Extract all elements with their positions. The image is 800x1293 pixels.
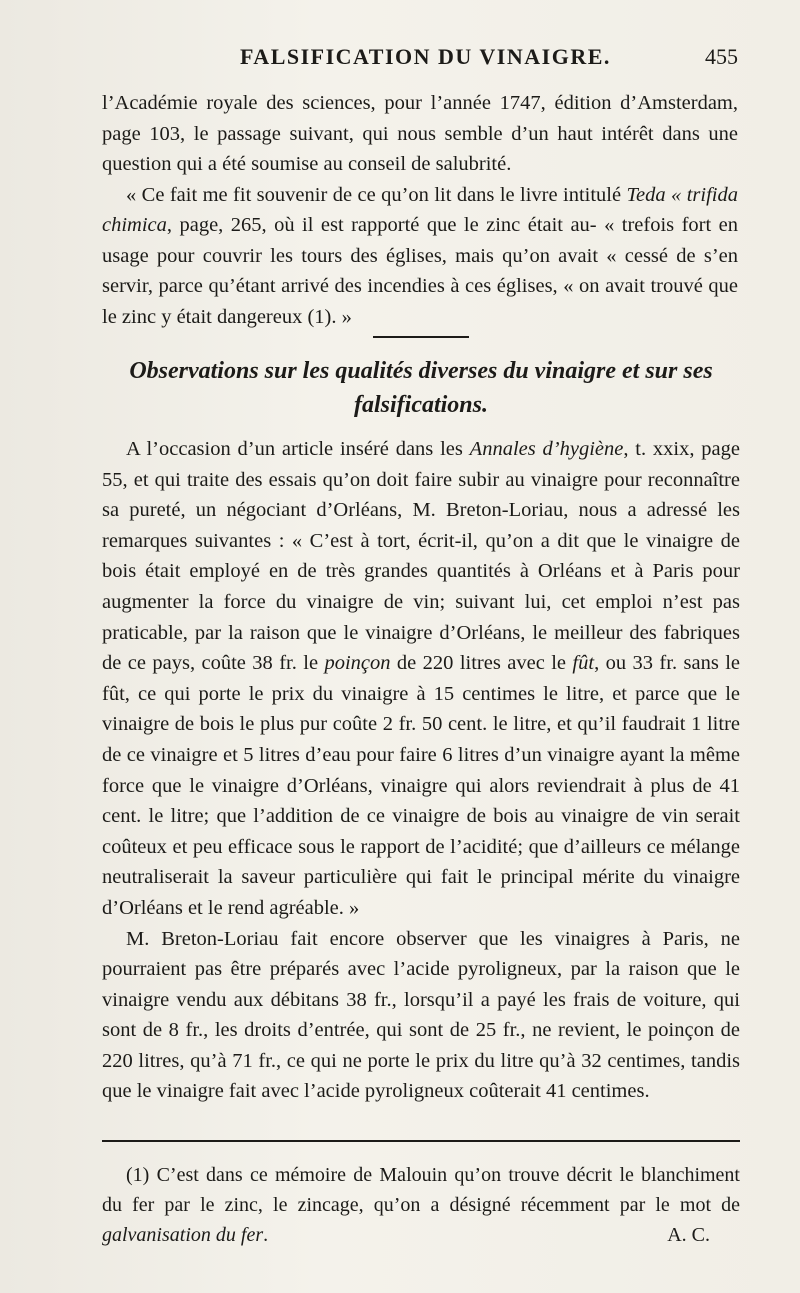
intro-paragraph: l’Académie royale des sciences, pour l’année 1747, édition d’Amsterdam, page 103, le passage suivant, qui nous semble d’un haut intérêt dans une question qui a été soumise au conseil de salubrité. — [102, 92, 738, 175]
footnote-end: . — [263, 1224, 269, 1246]
p1-part-b: , t. xxix, page 55, et qui traite des essais qu’on doit faire subir au vinaigre pour reconnaître sa pureté, un négociant d’Orléans, M. Breton-Loriau, nous a adressé les remarques suivantes : « C’est à tort, écrit-il, qu’on a dit que le vinaigre de bois était employé en de très grandes quantités à Orléans et à Paris pour augmenter la force du vinaigre de vin; suivant lui, cet emploi n’est pas praticable, par la raison que le vinaigre d’Orléans, le meilleur des fabriques de ce pays, coûte 38 fr. le — [102, 438, 741, 675]
p1-italic-poincon: poinçon — [324, 652, 391, 675]
page-number: 455 — [705, 44, 738, 69]
quote-paragraph — [102, 180, 738, 333]
section-heading — [102, 354, 740, 422]
quote-rest: , page, 265, où il est rapporté que le zinc était au- « trefois fort en usage pour couvrir les tours des églises, mais qu’on avait « cessé de s’en servir, parce qu’étant arrivé des incendies à ces églises, « on avait trouvé que le zinc y était dangereux (1). » — [102, 214, 738, 328]
footnote-paragraph — [102, 1160, 740, 1250]
p1-part-a: A l’occasion d’un article inséré dans les — [126, 438, 470, 460]
section-heading-line1: Observations sur les qualités diverses du vinaigre et sur ses — [129, 358, 713, 384]
section-divider — [373, 336, 469, 338]
footnote-signature: A. C. — [667, 1224, 710, 1246]
footnote-lead: (1) C’est dans ce mémoire de Malouin qu’on trouve décrit le blanchiment du fer par le zinc, le zincage, qu’on a désigné récemment par le mot de — [102, 1164, 740, 1216]
intro-text — [102, 88, 738, 332]
p1-part-d: , ou 33 fr. sans le fût, ce qui porte le prix du vinaigre à 15 centimes le litre, et parce que le vinaigre de bois le plus pur coûte 2 fr. 50 cent. le litre, et qu’il faudrait 1 litre de ce vinaigre et 5 litres d’eau pour faire 6 litres d’un vinaigre ayant la même force que le vinaigre d’Orléans, vinaigre qui alors reviendrait à plus de 41 cent. le litre; que l’addition de ce vinaigre de bois au vinaigre de vin serait coûteux et peu efficace sous le rapport de l’acidité; que d’ailleurs ce mélange neutraliserait la saveur particulière qui fait le principal mérite du vinaigre d’Orléans et le rend agréable. » — [102, 652, 741, 919]
section — [102, 318, 740, 1107]
quote-lead: « Ce fait me fit souvenir de ce qu’on lit dans le livre intitulé — [126, 183, 627, 206]
p1-italic-annales: Annales d’hygiène — [469, 438, 624, 460]
page-header — [0, 40, 800, 74]
quote-italic-title: Teda « trifida chimica — [102, 183, 738, 236]
p1-italic-fut: fût — [572, 652, 595, 675]
section-heading-line2: falsifications. — [353, 392, 488, 418]
p1-part-c: de 220 litres avec le — [390, 652, 573, 675]
footnote-rule — [102, 1140, 740, 1142]
footnote-italic: galvanisation du fer — [102, 1224, 264, 1246]
section-paragraph-1 — [102, 434, 740, 924]
footnote — [102, 1160, 740, 1250]
section-paragraph-2: M. Breton-Loriau fait encore observer que les vinaigres à Paris, ne pourraient pas être préparés avec l’acide pyroligneux, par la raison que le vinaigre vendu aux débitans 38 fr., lorsqu’il a payé les frais de voiture, qui sont de 8 fr., les droits d’entrée, qui sont de 25 fr., ne revient, le poinçon de 220 litres, qu’à 71 fr., ce qui ne porte le prix du litre qu’à 32 centimes, tandis que le vinaigre fait avec l’acide pyroligneux coûterait 41 centimes. — [102, 927, 740, 1103]
running-title: FALSIFICATION DU VINAIGRE. — [240, 44, 611, 69]
